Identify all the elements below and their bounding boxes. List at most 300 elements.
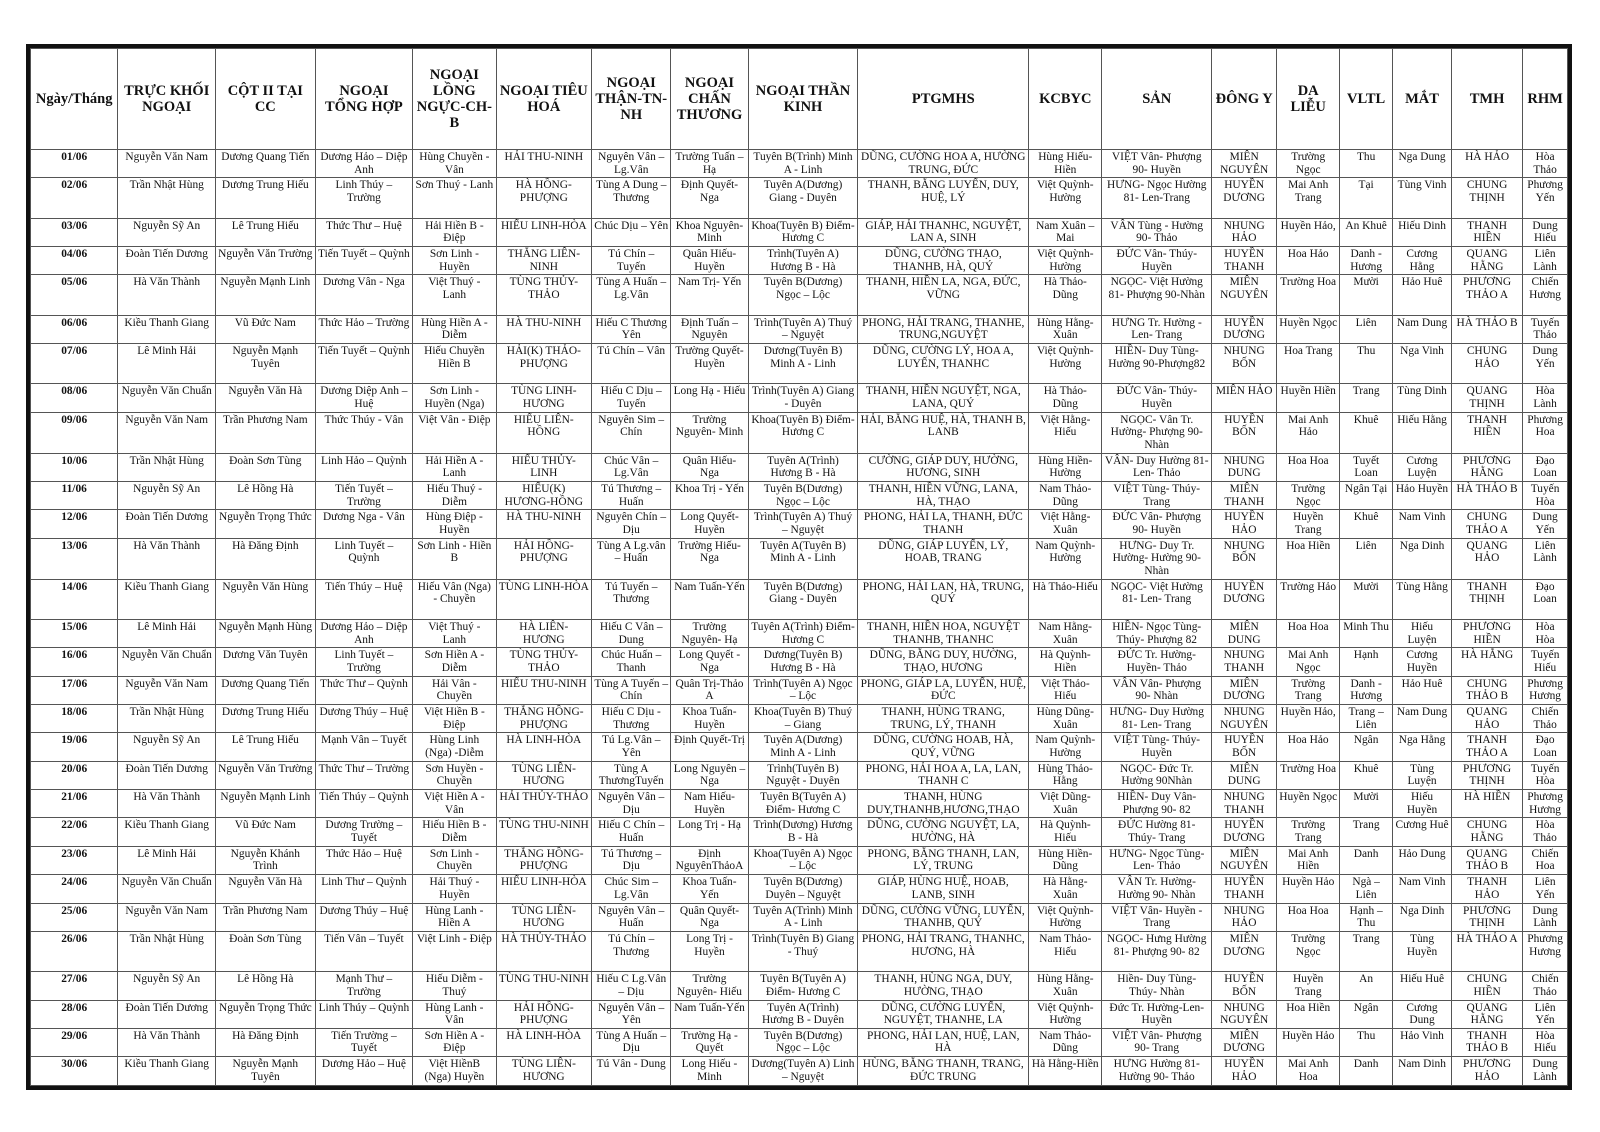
- table-cell: Kiều Thanh Giang: [118, 1057, 216, 1086]
- table-cell: Liên: [1340, 538, 1393, 579]
- table-cell: Tiến Thúy – Quỳnh: [315, 790, 413, 818]
- table-cell: HƯNG- Ngọc Tùng-Len- Thảo: [1102, 846, 1212, 874]
- table-cell: Sơn Thuý - Lanh: [413, 178, 496, 218]
- table-cell: Lê Hồng Hà: [216, 972, 316, 1000]
- table-cell: HẢI HỒNG-PHƯỢNG: [496, 538, 592, 579]
- table-cell: Trần Phương Nam: [216, 412, 316, 453]
- table-cell: Hùng Hằng-Xuân: [1029, 315, 1102, 343]
- table-cell: Tuyên A(Trình) Hương B - Duyên: [748, 1000, 858, 1028]
- table-cell: Đoàn Tiến Dương: [118, 761, 216, 789]
- table-row: [31, 275, 1568, 315]
- table-row: [31, 150, 1568, 178]
- table-cell: Nga Dung: [1393, 150, 1452, 178]
- table-cell: Khoa Tuấn-Yến: [671, 875, 748, 903]
- table-cell: Tiến Trường – Tuyết: [315, 1028, 413, 1056]
- table-cell: MIÊN DUNG: [1212, 761, 1277, 789]
- date-cell: 16/06: [31, 648, 118, 676]
- table-cell: Nguyên Vân – Huấn: [592, 903, 671, 931]
- table-cell: HÀ THU-NINH: [496, 510, 592, 538]
- table-row: [31, 481, 1568, 509]
- table-cell: Hà Hằng-Hiền: [1029, 1057, 1102, 1086]
- table-cell: MIÊN DƯƠNG: [1212, 676, 1277, 704]
- table-row: [31, 343, 1568, 383]
- table-cell: HUYỀN HẢO: [1212, 510, 1277, 538]
- table-cell: Mai Anh Hiền: [1277, 846, 1340, 874]
- date-cell: 11/06: [31, 481, 118, 509]
- table-row: [31, 315, 1568, 343]
- table-cell: Hiếu C Dịu - Thương: [592, 705, 671, 733]
- table-cell: TÙNG LIÊN-HƯƠNG: [496, 903, 592, 931]
- table-cell: Hà Thảo-Hiếu: [1029, 579, 1102, 619]
- table-cell: Tiến Tuyết – Quỳnh: [315, 343, 413, 383]
- table-cell: Cương Dung: [1393, 1000, 1452, 1028]
- table-cell: Thức Thư – Quỳnh: [315, 676, 413, 704]
- table-cell: Tú Thương – Huấn: [592, 481, 671, 509]
- table-cell: Mai Anh Trang: [1277, 178, 1340, 218]
- table-cell: Đạo Loan: [1523, 579, 1568, 619]
- table-cell: NGỌC- Việt Hường 81- Phượng 90-Nhàn: [1102, 275, 1212, 315]
- table-cell: Nguyên Vân – Dịu: [592, 790, 671, 818]
- table-cell: Hùng Thảo-Hằng: [1029, 761, 1102, 789]
- table-cell: Huyền Hảo: [1277, 875, 1340, 903]
- table-cell: Linh Thúy – Trường: [315, 178, 413, 218]
- table-cell: ĐỨC Hường 81- Thúy- Trang: [1102, 818, 1212, 846]
- table-cell: Thức Thư – Huệ: [315, 218, 413, 246]
- table-cell: Trang – Liên: [1340, 705, 1393, 733]
- table-cell: HIẾU THỦY-LINH: [496, 453, 592, 481]
- table-cell: Nguyễn Văn Nam: [118, 412, 216, 453]
- table-cell: Hiếu Thuý - Diễm: [413, 481, 496, 509]
- table-cell: PHONG, GIÁP LA, LUYẾN, HUỆ, ĐỨC: [858, 676, 1029, 704]
- table-cell: NHUNG HẢO: [1212, 218, 1277, 246]
- table-cell: Nguyễn Văn Hà: [216, 384, 316, 412]
- table-cell: Hoa Hảo: [1277, 246, 1340, 274]
- table-cell: Đức Tr. Hường-Len- Huyền: [1102, 1000, 1212, 1028]
- table-cell: HÀ HẢO: [1452, 150, 1523, 178]
- duty-roster-table: [30, 48, 1568, 1086]
- table-cell: Dương Hảo – Huệ: [315, 1057, 413, 1086]
- table-cell: HÀ THẢO A: [1452, 931, 1523, 971]
- table-cell: Việt Quỳnh-Hường: [1029, 343, 1102, 383]
- table-cell: Khoa(Tuyên B) Thuý – Giang: [748, 705, 858, 733]
- table-cell: CHUNG THỊNH: [1452, 178, 1523, 218]
- table-cell: Đoàn Sơn Tùng: [216, 931, 316, 971]
- table-row: [31, 1000, 1568, 1028]
- table-cell: Nam Dinh: [1393, 1057, 1452, 1086]
- table-cell: Hảo Vinh: [1393, 1028, 1452, 1056]
- table-cell: Việt Quỳnh-Hường: [1029, 178, 1102, 218]
- table-cell: HUYỀN DƯƠNG: [1212, 315, 1277, 343]
- table-cell: Trình(Tuyên A) Giang - Duyên: [748, 384, 858, 412]
- table-cell: Long Hạ - Hiếu: [671, 384, 748, 412]
- column-header: KCBYC: [1029, 49, 1102, 150]
- table-cell: ĐỨC Vân- Thúy-Huyền: [1102, 384, 1212, 412]
- table-cell: Tuyết Loan: [1340, 453, 1393, 481]
- table-cell: Trường Nguyên- Hiếu: [671, 972, 748, 1000]
- table-cell: Hòa Thảo: [1523, 150, 1568, 178]
- table-cell: Tuyên B(Dương) Ngọc – Lộc: [748, 275, 858, 315]
- table-cell: THANH THẢO A: [1452, 733, 1523, 761]
- table-cell: Trường Trang: [1277, 676, 1340, 704]
- table-cell: An Khuê: [1340, 218, 1393, 246]
- table-cell: Nguyễn Mạnh Linh: [216, 790, 316, 818]
- table-cell: Hiếu Vân (Nga) - Chuyền: [413, 579, 496, 619]
- table-cell: Nguyên Vân – Yên: [592, 1000, 671, 1028]
- table-cell: Hiếu Huê: [1393, 972, 1452, 1000]
- table-row: [31, 1028, 1568, 1056]
- table-cell: Lê Minh Hải: [118, 619, 216, 647]
- table-cell: Mai Anh Hoa: [1277, 1057, 1340, 1086]
- table-cell: Cương Hằng: [1393, 246, 1452, 274]
- table-cell: Hòa Thảo: [1523, 818, 1568, 846]
- table-cell: Linh Thư – Quỳnh: [315, 875, 413, 903]
- table-cell: Việt Linh - Điệp: [413, 931, 496, 971]
- table-cell: Danh - Hương: [1340, 246, 1393, 274]
- table-cell: Nga Hằng: [1393, 733, 1452, 761]
- table-cell: Danh - Hương: [1340, 676, 1393, 704]
- table-cell: HẢI HỒNG-PHƯỢNG: [496, 1000, 592, 1028]
- table-cell: Khoa Nguyên-Minh: [671, 218, 748, 246]
- table-cell: Lê Hồng Hà: [216, 481, 316, 509]
- table-cell: Hiếu Hằng: [1393, 412, 1452, 453]
- table-cell: THANH, HÙNG DUY,THANHB,HƯƠNG,THẠO: [858, 790, 1029, 818]
- table-cell: Nguyễn Trọng Thức: [216, 1000, 316, 1028]
- table-cell: Định Quyết-Trị: [671, 733, 748, 761]
- table-cell: HẢI, BẰNG HUỆ, HÀ, THANH B, LANB: [858, 412, 1029, 453]
- table-cell: VIỆT Tùng- Thúy-Trang: [1102, 481, 1212, 509]
- table-cell: Linh Thúy – Quỳnh: [315, 1000, 413, 1028]
- table-cell: Nguyễn Văn Chuẩn: [118, 384, 216, 412]
- table-cell: PHONG, BẰNG THANH, LAN, LÝ, TRUNG: [858, 846, 1029, 874]
- table-cell: TÙNG THỦY-THẢO: [496, 648, 592, 676]
- table-cell: Trường Quyết- Huyền: [671, 343, 748, 383]
- table-cell: Thức Hảo – Huệ: [315, 846, 413, 874]
- date-cell: 28/06: [31, 1000, 118, 1028]
- date-cell: 02/06: [31, 178, 118, 218]
- column-header: Ngày/Tháng: [31, 49, 118, 150]
- table-cell: Nguyễn Văn Chuẩn: [118, 648, 216, 676]
- table-cell: Dương Trung Hiếu: [216, 178, 316, 218]
- table-cell: Liên Yến: [1523, 1000, 1568, 1028]
- table-cell: Khoa(Tuyên B) Điểm- Hương C: [748, 412, 858, 453]
- table-cell: HIẾU LINH-HÒA: [496, 875, 592, 903]
- table-cell: PHONG, HẢI LA, THANH, ĐỨC THANH: [858, 510, 1029, 538]
- table-row: [31, 972, 1568, 1000]
- table-cell: Chúc Sim – Lg.Vân: [592, 875, 671, 903]
- table-cell: PHONG, HẢI TRANG, THANHC, HƯƠNG, HÀ: [858, 931, 1029, 971]
- date-cell: 07/06: [31, 343, 118, 383]
- table-cell: DŨNG, CƯỜNG HOAB, HÀ, QUÝ, VỮNG: [858, 733, 1029, 761]
- table-cell: DŨNG, GIÁP LUYẾN, LÝ, HOAB, TRANG: [858, 538, 1029, 579]
- table-cell: Hạnh – Thu: [1340, 903, 1393, 931]
- table-cell: Mạnh Vân – Tuyết: [315, 733, 413, 761]
- table-row: [31, 818, 1568, 846]
- table-cell: Nam Vinh: [1393, 875, 1452, 903]
- table-cell: Dung Yến: [1523, 510, 1568, 538]
- table-cell: Dung Yến: [1523, 343, 1568, 383]
- table-cell: VÂN Vân- Phượng 90- Nhàn: [1102, 676, 1212, 704]
- table-cell: Trường Hiếu-Nga: [671, 538, 748, 579]
- date-cell: 01/06: [31, 150, 118, 178]
- table-cell: VIỆT Vân- Phượng 90- Trang: [1102, 1028, 1212, 1056]
- table-cell: HIẾU(K) HƯƠNG-HỒNG: [496, 481, 592, 509]
- table-cell: DŨNG, CƯỜNG THẠO, THANHB, HÀ, QUÝ: [858, 246, 1029, 274]
- table-cell: THANH, HIỀN HOA, NGUYỆT THANHB, THANHC: [858, 619, 1029, 647]
- table-cell: THANH, HÙNG TRANG, TRUNG, LÝ, THANH: [858, 705, 1029, 733]
- table-cell: Hải Vân - Chuyền: [413, 676, 496, 704]
- table-cell: Huyền Hiền: [1277, 384, 1340, 412]
- table-cell: NGỌC- Vân Tr. Hường- Phượng 90-Nhàn: [1102, 412, 1212, 453]
- table-cell: Thức Thúy - Vân: [315, 412, 413, 453]
- table-cell: HIẾU LINH-HÒA: [496, 218, 592, 246]
- table-cell: CHUNG HẰNG: [1452, 818, 1523, 846]
- table-cell: Tuyên A(Trình) Hương B - Hà: [748, 453, 858, 481]
- table-cell: Chiến Hoa: [1523, 846, 1568, 874]
- table-cell: Phương Hoa: [1523, 412, 1568, 453]
- table-cell: Hùng Dũng-Xuân: [1029, 705, 1102, 733]
- table-cell: MIÊN NGUYÊN: [1212, 150, 1277, 178]
- table-cell: Nam Tuấn-Yến: [671, 1000, 748, 1028]
- table-cell: Tiến Tuyết – Trường: [315, 481, 413, 509]
- table-cell: HIỀN- Duy Vân-Phượng 90- 82: [1102, 790, 1212, 818]
- table-cell: PHONG, HẢI LAN, HÀ, TRUNG, QUÝ: [858, 579, 1029, 619]
- table-cell: Nguyễn Sỹ An: [118, 972, 216, 1000]
- table-cell: QUANG THẢO B: [1452, 846, 1523, 874]
- date-cell: 24/06: [31, 875, 118, 903]
- table-cell: Thu: [1340, 150, 1393, 178]
- table-cell: MIÊN NGUYÊN: [1212, 846, 1277, 874]
- table-cell: Dương(Tuyên A) Linh – Nguyệt: [748, 1057, 858, 1086]
- date-cell: 04/06: [31, 246, 118, 274]
- table-cell: Mạnh Thư – Trường: [315, 972, 413, 1000]
- table-cell: HẢI THU-NINH: [496, 150, 592, 178]
- table-cell: Tùng A Dung – Thương: [592, 178, 671, 218]
- table-cell: Chiến Hương: [1523, 275, 1568, 315]
- table-row: [31, 761, 1568, 789]
- table-cell: PHƯƠNG HIỀN: [1452, 619, 1523, 647]
- table-cell: THẮNG HỒNG-PHƯỢNG: [496, 705, 592, 733]
- table-cell: Nguyễn Văn Hùng: [216, 579, 316, 619]
- table-cell: Hà Quỳnh-Hiếu: [1029, 818, 1102, 846]
- table-cell: Trình(Tuyên B) Giang - Thuý: [748, 931, 858, 971]
- table-cell: Mười: [1340, 790, 1393, 818]
- date-cell: 23/06: [31, 846, 118, 874]
- table-row: [31, 178, 1568, 218]
- table-cell: Khuê: [1340, 761, 1393, 789]
- table-cell: Nguyễn Văn Trường: [216, 761, 316, 789]
- table-cell: Trường Ngọc: [1277, 931, 1340, 971]
- table-cell: Mười: [1340, 579, 1393, 619]
- table-row: [31, 453, 1568, 481]
- table-cell: Việt Vân - Điệp: [413, 412, 496, 453]
- table-cell: Thu: [1340, 1028, 1393, 1056]
- table-row: [31, 218, 1568, 246]
- table-cell: Khoa(Tuyên A) Ngọc – Lộc: [748, 846, 858, 874]
- table-cell: Định Quyết-Nga: [671, 178, 748, 218]
- table-cell: THANH HIỀN: [1452, 218, 1523, 246]
- table-cell: Tuyến Hiếu: [1523, 648, 1568, 676]
- table-row: [31, 412, 1568, 453]
- table-cell: Hoa Hiền: [1277, 1000, 1340, 1028]
- table-cell: Hiếu C Thương Yên: [592, 315, 671, 343]
- table-cell: Việt Dũng-Xuân: [1029, 790, 1102, 818]
- table-cell: Trình(Tuyên A) Hương B - Hà: [748, 246, 858, 274]
- table-cell: Tuyên A(Trình) Điểm- Hương C: [748, 619, 858, 647]
- column-header: TMH: [1452, 49, 1523, 150]
- table-cell: Minh Thu: [1340, 619, 1393, 647]
- table-cell: Tuyên B(Tuyên A) Điểm- Hương C: [748, 790, 858, 818]
- table-cell: Hiếu Luyện: [1393, 619, 1452, 647]
- table-cell: MIÊN THANH: [1212, 481, 1277, 509]
- table-cell: Hảo Huê: [1393, 676, 1452, 704]
- table-cell: Việt Thuý - Lanh: [413, 275, 496, 315]
- column-header: MẮT: [1393, 49, 1452, 150]
- date-cell: 10/06: [31, 453, 118, 481]
- table-cell: Sơn Huyền - Chuyền: [413, 761, 496, 789]
- table-cell: Quân Trị-Thảo A: [671, 676, 748, 704]
- table-cell: ĐỨC Vân- Thúy-Huyền: [1102, 246, 1212, 274]
- table-cell: Hà Quỳnh-Hiền: [1029, 648, 1102, 676]
- table-cell: THANH HIỀN: [1452, 412, 1523, 453]
- table-cell: Tùng Hằng: [1393, 579, 1452, 619]
- table-cell: Danh: [1340, 1057, 1393, 1086]
- table-cell: CHUNG HIỀN: [1452, 972, 1523, 1000]
- table-cell: Chiến Thảo: [1523, 972, 1568, 1000]
- table-cell: Liên Yến: [1523, 875, 1568, 903]
- table-cell: Hiếu Huyền: [1393, 790, 1452, 818]
- table-cell: Hảo Huê: [1393, 275, 1452, 315]
- table-cell: Tuyên B(Trình) Minh A - Linh: [748, 150, 858, 178]
- table-cell: Hoa Hoa: [1277, 453, 1340, 481]
- table-cell: Trường Hạ - Quyết: [671, 1028, 748, 1056]
- column-header: NGOẠI TIÊU HOÁ: [496, 49, 592, 150]
- table-cell: PHƯƠNG HẢO: [1452, 1057, 1523, 1086]
- table-cell: Long Trị - Hạ: [671, 818, 748, 846]
- table-cell: HUYỀN THANH: [1212, 246, 1277, 274]
- table-cell: Hùng Hiền-Hường: [1029, 453, 1102, 481]
- table-cell: Nam Tuấn-Yến: [671, 579, 748, 619]
- table-cell: Hoa Hoa: [1277, 903, 1340, 931]
- table-cell: HÀ THẢO B: [1452, 481, 1523, 509]
- table-cell: Dương Thúy – Huệ: [315, 903, 413, 931]
- table-cell: GIÁP, HÙNG HUỆ, HOAB, LANB, SINH: [858, 875, 1029, 903]
- table-cell: Quân Hiếu-Nga: [671, 453, 748, 481]
- table-cell: Khuê: [1340, 412, 1393, 453]
- table-cell: CHUNG HẢO: [1452, 343, 1523, 383]
- table-cell: Huyền Trang: [1277, 510, 1340, 538]
- table-cell: Dương Văn Tuyên: [216, 648, 316, 676]
- table-cell: Nam Vinh: [1393, 510, 1452, 538]
- table-cell: GIÁP, HẢI THANHC, NGUYỆT, LAN A, SINH: [858, 218, 1029, 246]
- table-cell: Nguyễn Văn Chuẩn: [118, 875, 216, 903]
- table-cell: Phương Yến: [1523, 178, 1568, 218]
- table-cell: Cương Huyền: [1393, 648, 1452, 676]
- table-cell: Nam Thảo-Dũng: [1029, 481, 1102, 509]
- table-cell: Tuyên A(Tuyên B) Minh A - Linh: [748, 538, 858, 579]
- table-cell: Đạo Loan: [1523, 733, 1568, 761]
- table-cell: Hùng Hằng-Xuân: [1029, 972, 1102, 1000]
- table-cell: Dương Hảo – Diệp Anh: [315, 150, 413, 178]
- table-cell: HIẾU LIÊN-HỒNG: [496, 412, 592, 453]
- table-cell: HƯNG Tr. Hường - Len- Trang: [1102, 315, 1212, 343]
- table-cell: NHUNG THANH: [1212, 648, 1277, 676]
- table-cell: THANH THỊNH: [1452, 579, 1523, 619]
- table-cell: Hiếu Chuyền Hiền B: [413, 343, 496, 383]
- table-cell: MIÊN DƯƠNG: [1212, 1028, 1277, 1056]
- table-cell: Huyền Ngọc: [1277, 790, 1340, 818]
- table-cell: Hiếu C Vân – Dung: [592, 619, 671, 647]
- table-row: [31, 246, 1568, 274]
- table-cell: Nam Hiếu-Huyền: [671, 790, 748, 818]
- table-cell: Trần Nhật Hùng: [118, 453, 216, 481]
- table-cell: Nam Quỳnh-Hường: [1029, 733, 1102, 761]
- table-cell: THẮNG HỒNG-PHƯỢNG: [496, 846, 592, 874]
- column-header: NGOẠI THẬN-TN-NH: [592, 49, 671, 150]
- table-cell: Hải Hiền B - Điệp: [413, 218, 496, 246]
- table-cell: Vũ Đức Nam: [216, 818, 316, 846]
- table-cell: Hùng Lanh - Hiền A: [413, 903, 496, 931]
- table-cell: CHUNG THẢO B: [1452, 676, 1523, 704]
- table-cell: Trình(Tuyên B) Nguyệt - Duyên: [748, 761, 858, 789]
- duty-roster-sheet: [26, 44, 1572, 1090]
- table-cell: Hoa Hiền: [1277, 538, 1340, 579]
- table-cell: THANH HẢO: [1452, 875, 1523, 903]
- table-cell: Ngân: [1340, 733, 1393, 761]
- table-cell: DŨNG, BẰNG DUY, HƯỜNG, THẠO, HƯƠNG: [858, 648, 1029, 676]
- table-cell: Đoàn Tiến Dương: [118, 1000, 216, 1028]
- table-cell: VIỆT Vân- Phượng 90- Huyền: [1102, 150, 1212, 178]
- table-cell: Nguyễn Văn Trường: [216, 246, 316, 274]
- table-cell: Thức Thư – Trường: [315, 761, 413, 789]
- table-cell: QUANG HẰNG: [1452, 246, 1523, 274]
- table-cell: Tú Vân - Dung: [592, 1057, 671, 1086]
- table-cell: Long Nguyên – Nga: [671, 761, 748, 789]
- table-cell: Đoàn Tiến Dương: [118, 510, 216, 538]
- table-cell: Tùng Luyện: [1393, 761, 1452, 789]
- table-cell: Trường Nguyên- Hạ: [671, 619, 748, 647]
- date-cell: 20/06: [31, 761, 118, 789]
- table-cell: Trang: [1340, 384, 1393, 412]
- table-cell: HIỀN- Ngọc Tùng-Thúy- Phượng 82: [1102, 619, 1212, 647]
- table-cell: Nguyễn Văn Hà: [216, 875, 316, 903]
- date-cell: 12/06: [31, 510, 118, 538]
- table-cell: Hiếu Hiền B - Diễm: [413, 818, 496, 846]
- table-cell: Hà Văn Thành: [118, 538, 216, 579]
- table-cell: Phương Hương: [1523, 676, 1568, 704]
- table-cell: Dương Trường – Tuyết: [315, 818, 413, 846]
- table-cell: Nam Dung: [1393, 315, 1452, 343]
- table-cell: Hà Hằng-Xuân: [1029, 875, 1102, 903]
- table-cell: PHONG, HẢI HOA A, LA, LAN, THANH C: [858, 761, 1029, 789]
- table-cell: Hòa Lành: [1523, 384, 1568, 412]
- column-header: PTGMHS: [858, 49, 1029, 150]
- table-cell: Nguyễn Khánh Trình: [216, 846, 316, 874]
- table-cell: HUYỀN HẢO: [1212, 1057, 1277, 1086]
- table-cell: Kiều Thanh Giang: [118, 818, 216, 846]
- table-cell: Dương Hảo – Diệp Anh: [315, 619, 413, 647]
- table-cell: Dung Hiếu: [1523, 218, 1568, 246]
- table-cell: Nguyễn Mạnh Tuyên: [216, 1057, 316, 1086]
- table-cell: Sơn Hiền A - Diễm: [413, 648, 496, 676]
- date-cell: 18/06: [31, 705, 118, 733]
- table-cell: MIÊN DUNG: [1212, 619, 1277, 647]
- table-cell: NHUNG BỐN: [1212, 538, 1277, 579]
- table-row: [31, 510, 1568, 538]
- date-cell: 26/06: [31, 931, 118, 971]
- table-cell: Phương Hương: [1523, 931, 1568, 971]
- column-header: NGOẠI LỒNG NGỰC-CH-B: [413, 49, 496, 150]
- table-cell: QUANG HẢO: [1452, 538, 1523, 579]
